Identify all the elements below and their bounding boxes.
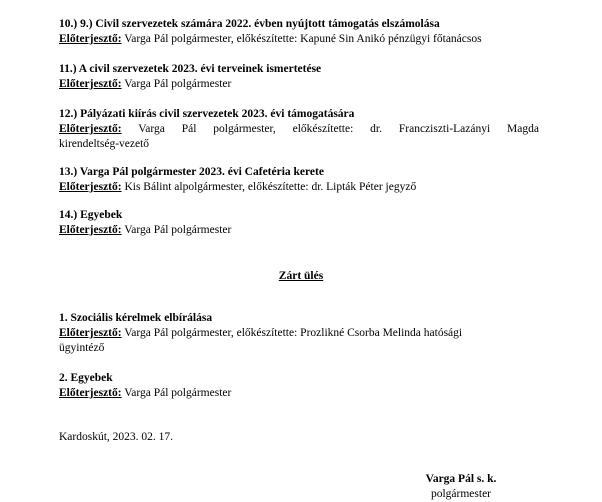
agenda-item — [59, 17, 539, 47]
presenter-label: Előterjesztő: — [59, 327, 122, 339]
presenter-line — [59, 77, 539, 92]
presenter-text-continuation: kirendeltség-vezető — [59, 138, 150, 150]
presenter-label: Előterjesztő: — [59, 224, 122, 236]
presenter-label: Előterjesztő: — [59, 78, 122, 90]
agenda-item — [59, 165, 539, 195]
closed-session-item — [59, 371, 539, 401]
agenda-item — [59, 208, 539, 238]
presenter-text: Varga Pál polgármester — [124, 224, 232, 236]
presenter-text: Varga Pál polgármester — [124, 78, 232, 90]
agenda-item-heading: 11.) A civil szervezetek 2023. évi terveinek ismertetése — [59, 63, 322, 75]
presenter-line — [59, 223, 539, 238]
agenda-item-heading: 1. Szociális kérelmek elbírálása — [59, 312, 213, 324]
presenter-label: Előterjesztő: — [59, 123, 122, 135]
presenter-text: Kis Bálint alpolgármester, előkészítette: dr. Lipták Péter jegyző — [124, 181, 417, 193]
presenter-label: Előterjesztő: — [59, 33, 122, 45]
agenda-item-heading: 13.) Varga Pál polgármester 2023. évi Cafetéria kerete — [59, 166, 324, 178]
presenter-line — [59, 180, 539, 195]
presenter-line — [59, 326, 539, 341]
presenter-label: Előterjesztő: — [59, 181, 122, 193]
presenter-text: Varga Pál polgármester, előkészítette: dr. Francziszti-Lazányi Magda — [138, 123, 539, 135]
agenda-item-heading: 14.) Egyebek — [59, 209, 123, 221]
agenda-item-heading: 12.) Pályázati kiírás civil szervezetek 2023. évi támogatására — [59, 108, 355, 120]
presenter-text: Varga Pál polgármester, előkészítette: Kapuné Sin Anikó pénzügyi főtanácsos — [124, 33, 482, 45]
signature-title: polgármester — [430, 488, 492, 500]
presenter-line — [59, 386, 539, 401]
presenter-text-continuation: ügyintéző — [59, 342, 105, 354]
agenda-item — [59, 107, 539, 152]
closed-session-title: Zárt ülés — [278, 270, 324, 282]
presenter-text: Varga Pál polgármester, előkészítette: Prozlikné Csorba Melinda hatósági — [124, 327, 463, 339]
agenda-item — [59, 62, 539, 92]
presenter-line — [59, 122, 539, 137]
presenter-label: Előterjesztő: — [59, 387, 122, 399]
presenter-text: Varga Pál polgármester — [124, 387, 232, 399]
signature-block — [400, 472, 522, 502]
agenda-item-heading: 10.) 9.) Civil szervezetek számára 2022. évben nyújtott támogatás elszámolása — [59, 18, 440, 30]
closed-session-item — [59, 311, 539, 356]
presenter-line — [59, 32, 539, 47]
agenda-item-heading: 2. Egyebek — [59, 372, 113, 384]
place-date: Kardoskút, 2023. 02. 17. — [59, 431, 174, 443]
signature-name: Varga Pál s. k. — [425, 473, 497, 485]
